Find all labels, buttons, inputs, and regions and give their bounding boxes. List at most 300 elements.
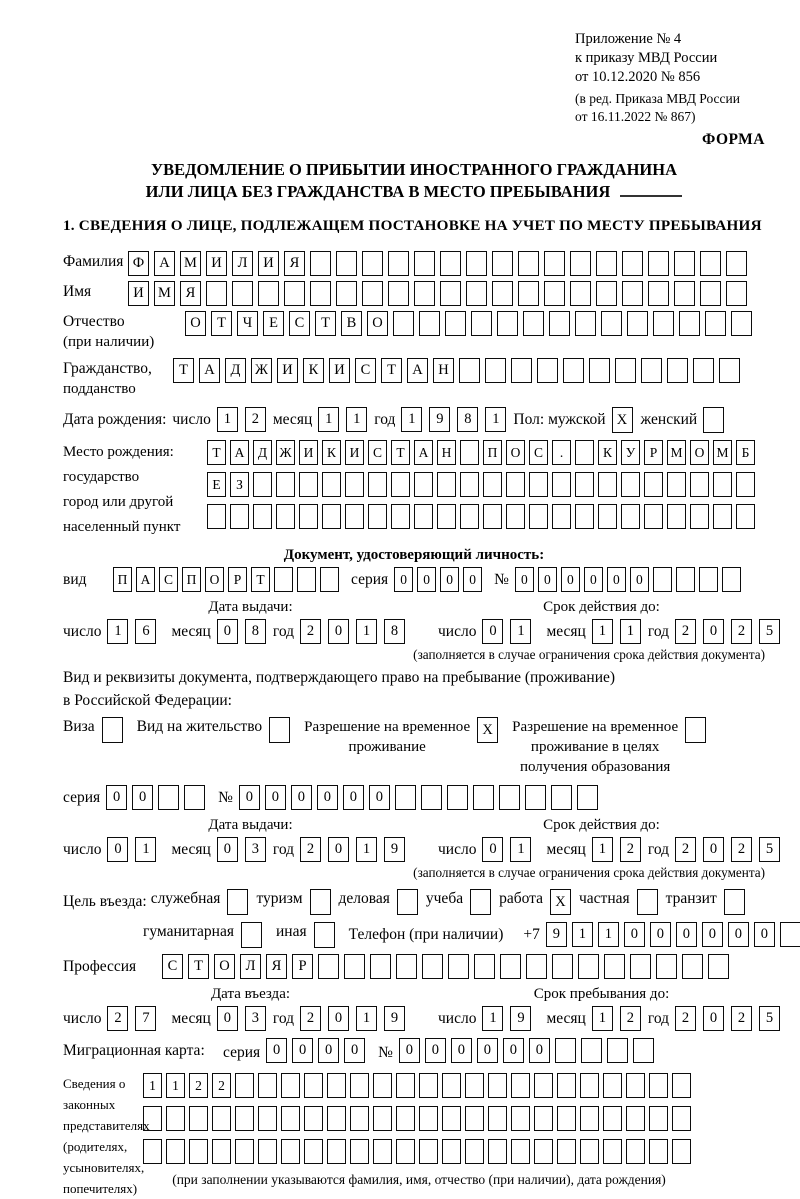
char-box[interactable]: 1: [592, 1006, 613, 1031]
char-box[interactable]: [577, 785, 598, 810]
char-box[interactable]: [598, 504, 617, 529]
char-box[interactable]: [641, 358, 662, 383]
char-box[interactable]: [393, 311, 414, 336]
char-box[interactable]: [391, 472, 410, 497]
char-box[interactable]: [232, 281, 253, 306]
char-box[interactable]: [621, 504, 640, 529]
char-box[interactable]: [679, 311, 700, 336]
char-box[interactable]: [442, 1073, 461, 1098]
char-box[interactable]: 2: [675, 837, 696, 862]
char-box[interactable]: [310, 251, 331, 276]
char-box[interactable]: [492, 281, 513, 306]
char-box[interactable]: [350, 1139, 369, 1164]
char-box[interactable]: [320, 567, 339, 592]
char-box[interactable]: [653, 311, 674, 336]
char-box[interactable]: [544, 281, 565, 306]
char-box[interactable]: [460, 440, 479, 465]
char-box[interactable]: [708, 954, 729, 979]
char-box[interactable]: [327, 1106, 346, 1131]
char-box[interactable]: [388, 251, 409, 276]
char-box[interactable]: [274, 567, 293, 592]
char-box[interactable]: [258, 281, 279, 306]
char-box[interactable]: [488, 1106, 507, 1131]
char-box[interactable]: 2: [212, 1073, 231, 1098]
char-box[interactable]: [235, 1106, 254, 1131]
char-box[interactable]: А: [136, 567, 155, 592]
char-box[interactable]: [575, 440, 594, 465]
char-box[interactable]: [414, 504, 433, 529]
char-box[interactable]: 0: [266, 1038, 287, 1063]
char-box[interactable]: [485, 358, 506, 383]
char-box[interactable]: 9: [510, 1006, 531, 1031]
char-box[interactable]: [304, 1106, 323, 1131]
char-box[interactable]: [690, 472, 709, 497]
char-box[interactable]: 1: [485, 407, 506, 432]
char-box[interactable]: [506, 472, 525, 497]
char-box[interactable]: [518, 281, 539, 306]
char-box[interactable]: [596, 251, 617, 276]
char-box[interactable]: [362, 281, 383, 306]
char-box[interactable]: Т: [207, 440, 226, 465]
char-box[interactable]: [700, 281, 721, 306]
char-box[interactable]: [601, 311, 622, 336]
char-box[interactable]: С: [289, 311, 310, 336]
char-box[interactable]: 0: [607, 567, 626, 592]
char-box[interactable]: [713, 504, 732, 529]
char-box[interactable]: [780, 922, 800, 947]
char-box[interactable]: [474, 954, 495, 979]
char-box[interactable]: Л: [240, 954, 261, 979]
char-box[interactable]: [473, 785, 494, 810]
char-box[interactable]: [537, 358, 558, 383]
char-box[interactable]: 3: [245, 837, 266, 862]
char-box[interactable]: [253, 472, 272, 497]
char-box[interactable]: [603, 1106, 622, 1131]
char-box[interactable]: 0: [343, 785, 364, 810]
char-box[interactable]: А: [414, 440, 433, 465]
char-box[interactable]: [327, 1073, 346, 1098]
char-box[interactable]: [581, 1038, 602, 1063]
char-box[interactable]: 2: [189, 1073, 208, 1098]
char-box[interactable]: [230, 504, 249, 529]
char-box[interactable]: [555, 1038, 576, 1063]
char-box[interactable]: [656, 954, 677, 979]
char-box[interactable]: [466, 251, 487, 276]
char-box[interactable]: [523, 311, 544, 336]
char-box[interactable]: П: [113, 567, 132, 592]
char-box[interactable]: [336, 281, 357, 306]
char-box[interactable]: 1: [107, 619, 128, 644]
char-box[interactable]: К: [303, 358, 324, 383]
char-box[interactable]: [648, 281, 669, 306]
char-box[interactable]: [626, 1073, 645, 1098]
char-box[interactable]: 0: [538, 567, 557, 592]
char-box[interactable]: [499, 785, 520, 810]
char-box[interactable]: Ж: [276, 440, 295, 465]
char-box[interactable]: [736, 504, 755, 529]
char-box[interactable]: [258, 1139, 277, 1164]
char-box[interactable]: [442, 1139, 461, 1164]
char-box[interactable]: [511, 1073, 530, 1098]
char-box[interactable]: [580, 1106, 599, 1131]
char-box[interactable]: С: [529, 440, 548, 465]
char-box[interactable]: Н: [437, 440, 456, 465]
char-box[interactable]: 9: [384, 837, 405, 862]
char-box[interactable]: [440, 251, 461, 276]
char-box[interactable]: [552, 954, 573, 979]
char-box[interactable]: [189, 1139, 208, 1164]
char-box[interactable]: [166, 1139, 185, 1164]
char-box[interactable]: С: [368, 440, 387, 465]
char-box[interactable]: [603, 1139, 622, 1164]
char-box[interactable]: 0: [630, 567, 649, 592]
char-box[interactable]: 1: [356, 619, 377, 644]
char-box[interactable]: 0: [451, 1038, 472, 1063]
char-box[interactable]: И: [258, 251, 279, 276]
char-box[interactable]: [575, 472, 594, 497]
char-box[interactable]: [511, 1106, 530, 1131]
char-box[interactable]: С: [355, 358, 376, 383]
char-box[interactable]: [447, 785, 468, 810]
char-box[interactable]: 5: [759, 619, 780, 644]
char-box[interactable]: 0: [477, 1038, 498, 1063]
char-box[interactable]: [598, 472, 617, 497]
char-box[interactable]: 0: [728, 922, 749, 947]
char-box[interactable]: [258, 1073, 277, 1098]
char-box[interactable]: С: [162, 954, 183, 979]
char-box[interactable]: О: [690, 440, 709, 465]
char-box[interactable]: [396, 1073, 415, 1098]
char-box[interactable]: [534, 1106, 553, 1131]
char-box[interactable]: [627, 311, 648, 336]
char-box[interactable]: [667, 472, 686, 497]
char-box[interactable]: 0: [703, 1006, 724, 1031]
char-box[interactable]: Л: [232, 251, 253, 276]
char-box[interactable]: [281, 1073, 300, 1098]
char-box[interactable]: [373, 1139, 392, 1164]
char-box[interactable]: Т: [315, 311, 336, 336]
char-box[interactable]: [551, 785, 572, 810]
char-box[interactable]: [143, 1106, 162, 1131]
char-box[interactable]: [318, 954, 339, 979]
char-box[interactable]: П: [483, 440, 502, 465]
char-box[interactable]: 7: [135, 1006, 156, 1031]
char-box[interactable]: [281, 1106, 300, 1131]
rvp-checkbox[interactable]: X: [477, 717, 498, 743]
char-box[interactable]: 0: [703, 837, 724, 862]
char-box[interactable]: [580, 1073, 599, 1098]
char-box[interactable]: [373, 1106, 392, 1131]
char-box[interactable]: [649, 1106, 668, 1131]
char-box[interactable]: [621, 472, 640, 497]
purpose-transit-checkbox[interactable]: [724, 889, 745, 915]
char-box[interactable]: [622, 281, 643, 306]
char-box[interactable]: 2: [300, 1006, 321, 1031]
rvp-edu-checkbox[interactable]: [685, 717, 706, 743]
char-box[interactable]: [682, 954, 703, 979]
char-box[interactable]: [604, 954, 625, 979]
char-box[interactable]: [492, 251, 513, 276]
char-box[interactable]: 0: [482, 619, 503, 644]
char-box[interactable]: О: [185, 311, 206, 336]
char-box[interactable]: Т: [173, 358, 194, 383]
char-box[interactable]: [557, 1139, 576, 1164]
char-box[interactable]: 0: [328, 837, 349, 862]
char-box[interactable]: [667, 504, 686, 529]
char-box[interactable]: С: [159, 567, 178, 592]
purpose-other-checkbox[interactable]: [314, 922, 335, 948]
char-box[interactable]: [534, 1073, 553, 1098]
char-box[interactable]: [304, 1073, 323, 1098]
char-box[interactable]: [345, 472, 364, 497]
char-box[interactable]: 0: [369, 785, 390, 810]
char-box[interactable]: [578, 954, 599, 979]
char-box[interactable]: 0: [291, 785, 312, 810]
char-box[interactable]: [421, 785, 442, 810]
char-box[interactable]: [465, 1073, 484, 1098]
char-box[interactable]: [693, 358, 714, 383]
char-box[interactable]: [396, 1139, 415, 1164]
char-box[interactable]: [534, 1139, 553, 1164]
char-box[interactable]: 0: [239, 785, 260, 810]
char-box[interactable]: А: [154, 251, 175, 276]
char-box[interactable]: 0: [292, 1038, 313, 1063]
residence-permit-checkbox[interactable]: [269, 717, 290, 743]
char-box[interactable]: 1: [135, 837, 156, 862]
char-box[interactable]: М: [180, 251, 201, 276]
char-box[interactable]: [414, 281, 435, 306]
char-box[interactable]: [212, 1139, 231, 1164]
char-box[interactable]: [497, 311, 518, 336]
char-box[interactable]: [276, 504, 295, 529]
char-box[interactable]: [322, 504, 341, 529]
char-box[interactable]: 1: [143, 1073, 162, 1098]
char-box[interactable]: [297, 567, 316, 592]
char-box[interactable]: [731, 311, 752, 336]
char-box[interactable]: О: [214, 954, 235, 979]
char-box[interactable]: [471, 311, 492, 336]
char-box[interactable]: И: [128, 281, 149, 306]
char-box[interactable]: [299, 504, 318, 529]
char-box[interactable]: [649, 1139, 668, 1164]
char-box[interactable]: Е: [207, 472, 226, 497]
char-box[interactable]: 8: [457, 407, 478, 432]
char-box[interactable]: Р: [644, 440, 663, 465]
char-box[interactable]: Ж: [251, 358, 272, 383]
char-box[interactable]: [437, 504, 456, 529]
char-box[interactable]: [207, 504, 226, 529]
char-box[interactable]: [563, 358, 584, 383]
char-box[interactable]: [557, 1073, 576, 1098]
char-box[interactable]: [483, 472, 502, 497]
char-box[interactable]: Д: [225, 358, 246, 383]
char-box[interactable]: [676, 567, 695, 592]
char-box[interactable]: Я: [284, 251, 305, 276]
char-box[interactable]: Я: [180, 281, 201, 306]
char-box[interactable]: Я: [266, 954, 287, 979]
char-box[interactable]: [672, 1073, 691, 1098]
char-box[interactable]: 0: [107, 837, 128, 862]
char-box[interactable]: [699, 567, 718, 592]
char-box[interactable]: [552, 504, 571, 529]
char-box[interactable]: 2: [620, 837, 641, 862]
char-box[interactable]: И: [299, 440, 318, 465]
char-box[interactable]: 1: [598, 922, 619, 947]
char-box[interactable]: 0: [344, 1038, 365, 1063]
char-box[interactable]: [206, 281, 227, 306]
char-box[interactable]: 1: [356, 837, 377, 862]
char-box[interactable]: [440, 281, 461, 306]
char-box[interactable]: [736, 472, 755, 497]
char-box[interactable]: [722, 567, 741, 592]
char-box[interactable]: [607, 1038, 628, 1063]
char-box[interactable]: [396, 1106, 415, 1131]
char-box[interactable]: [422, 954, 443, 979]
char-box[interactable]: [511, 358, 532, 383]
char-box[interactable]: [506, 504, 525, 529]
char-box[interactable]: [419, 1073, 438, 1098]
char-box[interactable]: 1: [356, 1006, 377, 1031]
char-box[interactable]: [544, 251, 565, 276]
char-box[interactable]: Е: [263, 311, 284, 336]
char-box[interactable]: [626, 1139, 645, 1164]
char-box[interactable]: [674, 251, 695, 276]
char-box[interactable]: 0: [624, 922, 645, 947]
purpose-study-checkbox[interactable]: [470, 889, 491, 915]
char-box[interactable]: [166, 1106, 185, 1131]
char-box[interactable]: [370, 954, 391, 979]
char-box[interactable]: [465, 1106, 484, 1131]
purpose-private-checkbox[interactable]: [637, 889, 658, 915]
char-box[interactable]: 0: [561, 567, 580, 592]
char-box[interactable]: [189, 1106, 208, 1131]
purpose-work-checkbox[interactable]: X: [550, 889, 571, 915]
char-box[interactable]: Т: [391, 440, 410, 465]
char-box[interactable]: 0: [463, 567, 482, 592]
char-box[interactable]: [465, 1139, 484, 1164]
char-box[interactable]: [322, 472, 341, 497]
char-box[interactable]: Ф: [128, 251, 149, 276]
char-box[interactable]: 0: [217, 837, 238, 862]
char-box[interactable]: 2: [731, 619, 752, 644]
char-box[interactable]: [414, 251, 435, 276]
char-box[interactable]: М: [154, 281, 175, 306]
char-box[interactable]: Т: [211, 311, 232, 336]
char-box[interactable]: [488, 1073, 507, 1098]
char-box[interactable]: [570, 251, 591, 276]
char-box[interactable]: [235, 1073, 254, 1098]
char-box[interactable]: 0: [584, 567, 603, 592]
char-box[interactable]: М: [667, 440, 686, 465]
char-box[interactable]: 0: [132, 785, 153, 810]
char-box[interactable]: А: [407, 358, 428, 383]
char-box[interactable]: М: [713, 440, 732, 465]
char-box[interactable]: 1: [510, 619, 531, 644]
char-box[interactable]: 1: [620, 619, 641, 644]
char-box[interactable]: 0: [417, 567, 436, 592]
char-box[interactable]: [500, 954, 521, 979]
char-box[interactable]: [648, 251, 669, 276]
char-box[interactable]: [529, 472, 548, 497]
char-box[interactable]: [448, 954, 469, 979]
char-box[interactable]: 2: [731, 837, 752, 862]
char-box[interactable]: [518, 251, 539, 276]
char-box[interactable]: [719, 358, 740, 383]
char-box[interactable]: У: [621, 440, 640, 465]
char-box[interactable]: [442, 1106, 461, 1131]
char-box[interactable]: А: [230, 440, 249, 465]
char-box[interactable]: 0: [650, 922, 671, 947]
char-box[interactable]: 0: [106, 785, 127, 810]
char-box[interactable]: [705, 311, 726, 336]
char-box[interactable]: [525, 785, 546, 810]
char-box[interactable]: Ч: [237, 311, 258, 336]
visa-checkbox[interactable]: [102, 717, 123, 743]
char-box[interactable]: [690, 504, 709, 529]
char-box[interactable]: 1: [482, 1006, 503, 1031]
char-box[interactable]: 0: [318, 1038, 339, 1063]
char-box[interactable]: [466, 281, 487, 306]
char-box[interactable]: 0: [328, 1006, 349, 1031]
char-box[interactable]: Б: [736, 440, 755, 465]
char-box[interactable]: [653, 567, 672, 592]
char-box[interactable]: 1: [217, 407, 238, 432]
char-box[interactable]: [253, 504, 272, 529]
char-box[interactable]: Т: [188, 954, 209, 979]
char-box[interactable]: 2: [107, 1006, 128, 1031]
char-box[interactable]: Т: [251, 567, 270, 592]
char-box[interactable]: [459, 358, 480, 383]
char-box[interactable]: 0: [440, 567, 459, 592]
char-box[interactable]: [622, 251, 643, 276]
char-box[interactable]: [345, 504, 364, 529]
char-box[interactable]: 1: [510, 837, 531, 862]
char-box[interactable]: 9: [429, 407, 450, 432]
char-box[interactable]: [235, 1139, 254, 1164]
char-box[interactable]: [258, 1106, 277, 1131]
char-box[interactable]: 5: [759, 1006, 780, 1031]
char-box[interactable]: [460, 472, 479, 497]
char-box[interactable]: В: [341, 311, 362, 336]
char-box[interactable]: 0: [217, 1006, 238, 1031]
char-box[interactable]: Н: [433, 358, 454, 383]
char-box[interactable]: К: [322, 440, 341, 465]
char-box[interactable]: 2: [675, 619, 696, 644]
char-box[interactable]: [649, 1073, 668, 1098]
char-box[interactable]: И: [277, 358, 298, 383]
char-box[interactable]: О: [506, 440, 525, 465]
char-box[interactable]: [672, 1106, 691, 1131]
char-box[interactable]: 0: [754, 922, 775, 947]
char-box[interactable]: [667, 358, 688, 383]
char-box[interactable]: [726, 281, 747, 306]
char-box[interactable]: К: [598, 440, 617, 465]
char-box[interactable]: 6: [135, 619, 156, 644]
char-box[interactable]: 0: [394, 567, 413, 592]
char-box[interactable]: .: [552, 440, 571, 465]
char-box[interactable]: [445, 311, 466, 336]
char-box[interactable]: 2: [731, 1006, 752, 1031]
char-box[interactable]: [589, 358, 610, 383]
sex-female-checkbox[interactable]: [703, 407, 724, 433]
char-box[interactable]: [395, 785, 416, 810]
char-box[interactable]: 0: [265, 785, 286, 810]
char-box[interactable]: [368, 472, 387, 497]
char-box[interactable]: [460, 504, 479, 529]
char-box[interactable]: [310, 281, 331, 306]
char-box[interactable]: О: [205, 567, 224, 592]
char-box[interactable]: [212, 1106, 231, 1131]
